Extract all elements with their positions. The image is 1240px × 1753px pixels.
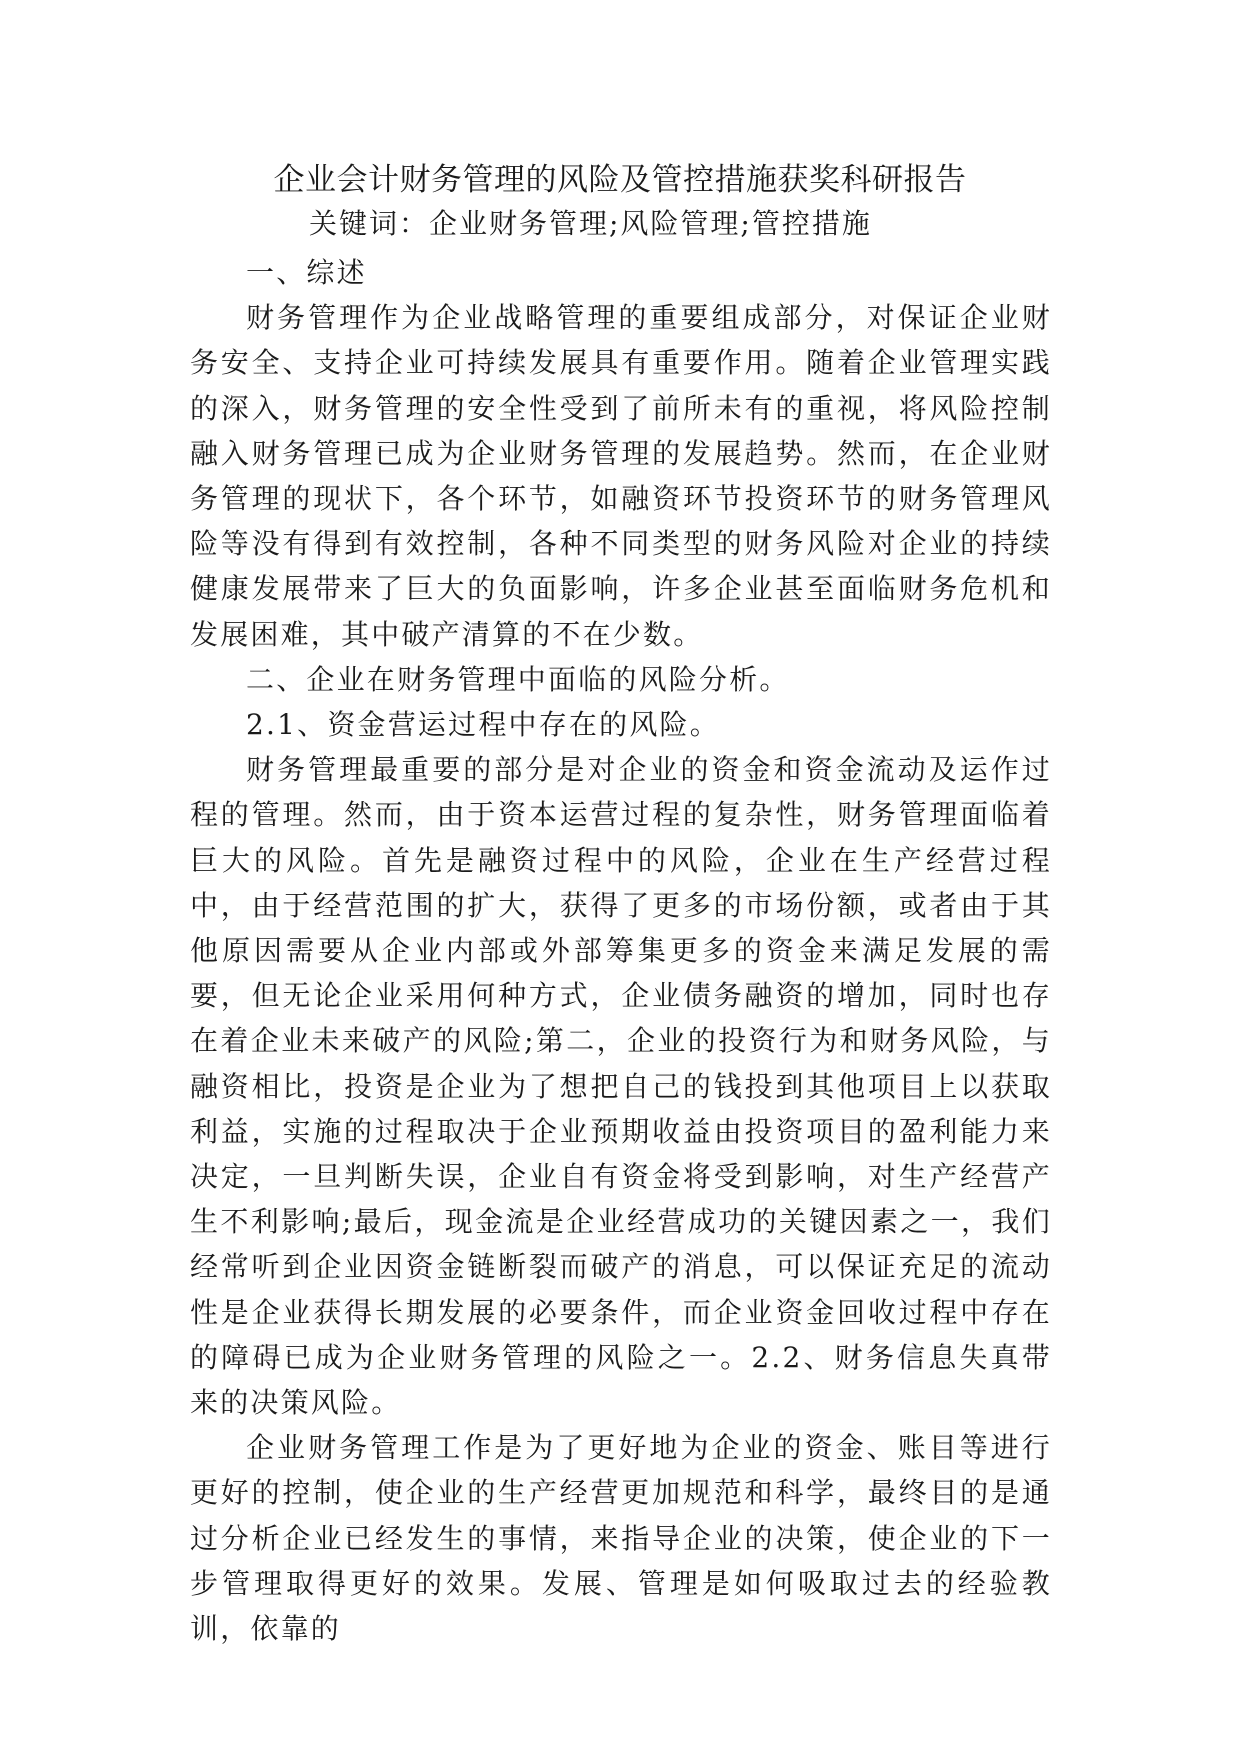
section-heading: 二、企业在财务管理中面临的风险分析。	[246, 662, 790, 696]
document-title: 企业会计财务管理的风险及管控措施获奖科研报告	[273, 162, 967, 198]
subsection-heading: 2.1、资金营运过程中存在的风险。	[246, 708, 720, 742]
section-heading: 一、综述	[246, 256, 367, 289]
body-paragraph: 企业财务管理工作是为了更好地为企业的资金、账目等进行更好的控制，使企业的生产经营更加规范和科学，最终目的是通过分析企业已经发生的事情，来指导企业的决策，使企业的下一步管理取得更好的效果。发展、管理是如何吸取过去的经验教训，依靠的	[190, 1431, 1052, 1646]
body-paragraph: 财务管理最重要的部分是对企业的资金和资金流动及运作过程的管理。然而，由于资本运营过程的复杂性，财务管理面临着巨大的风险。首先是融资过程中的风险，企业在生产经营过程中，由于经营范围的扩大，获得了更多的市场份额，或者由于其他原因需要从企业内部或外部筹集更多的资金来满足发展的需要，但无论企业采用何种方式，企业债务融资的增加，同时也存在着企业未来破产的风险;第二，企业的投资行为和财务风险，与融资相比，投资是企业为了想把自己的钱投到其他项目上以获取利益，实施的过程取决于企业预期收益由投资项目的盈利能力来决定，一旦判断失误，企业自有资金将受到影响，对生产经营产生不利影响;最后，现金流是企业经营成功的关键因素之一，我们经常听到企业因资金链断裂而破产的消息，可以保证充足的流动性是企业获得长期发展的必要条件，而企业资金回收过程中存在的障碍已成为企业财务管理的风险之一。2.2、财务信息失真带来的决策风险。	[190, 753, 1052, 1420]
keywords-line: 关键词：企业财务管理;风险管理;管控措施	[309, 207, 872, 240]
body-paragraph: 财务管理作为企业战略管理的重要组成部分，对保证企业财务安全、支持企业可持续发展具有重要作用。随着企业管理实践的深入，财务管理的安全性受到了前所未有的重视，将风险控制融入财务管理已成为企业财务管理的发展趋势。然而，在企业财务管理的现状下，各个环节，如融资环节投资环节的财务管理风险等没有得到有效控制，各种不同类型的财务风险对企业的持续健康发展带来了巨大的负面影响，许多企业甚至面临财务危机和发展困难，其中破产清算的不在少数。	[190, 301, 1052, 651]
document-body	[190, 250, 1052, 1651]
